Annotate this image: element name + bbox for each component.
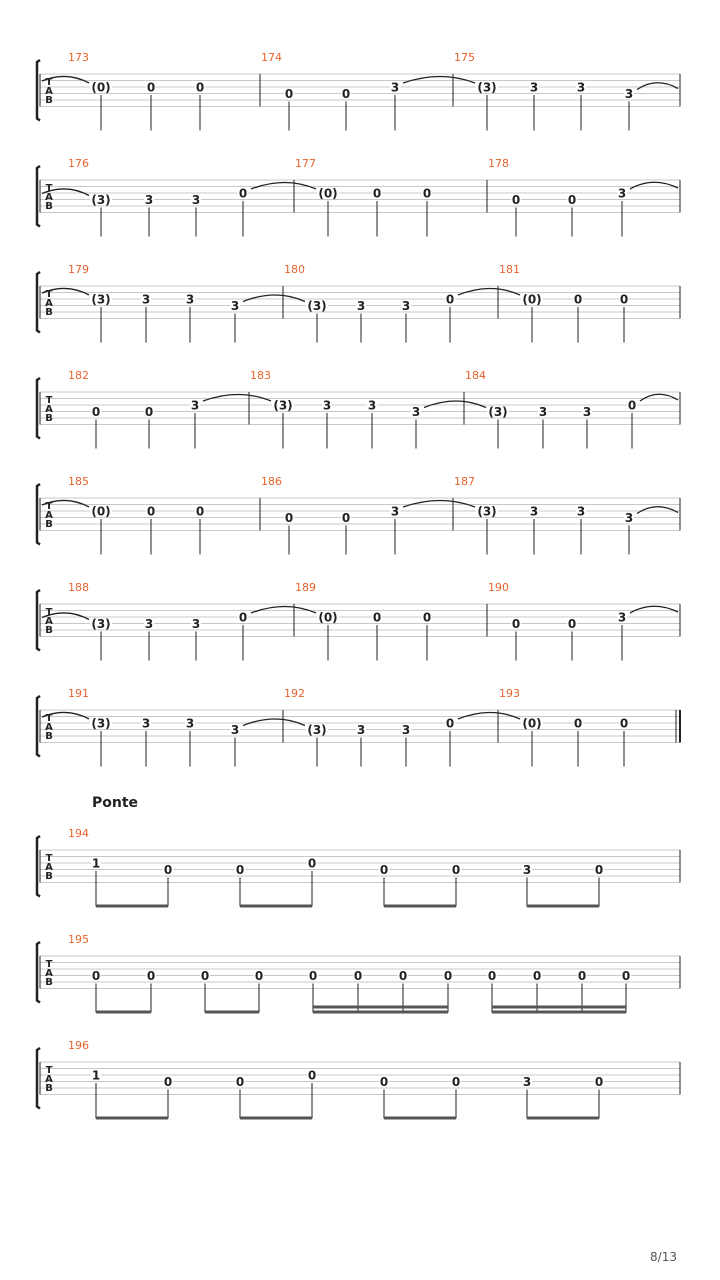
- fret-number: 0: [163, 1075, 173, 1089]
- tab-clef-letter: B: [45, 519, 53, 530]
- fret-number: 0: [308, 969, 318, 983]
- beam: [96, 1011, 151, 1014]
- fret-number: 3: [356, 299, 366, 313]
- fret-number: 0: [619, 716, 629, 731]
- beam: [205, 1011, 259, 1014]
- fret-number: 0: [146, 504, 156, 519]
- fret-number: 0: [573, 292, 583, 307]
- beam: [384, 905, 456, 908]
- fret-number: 3: [617, 186, 627, 201]
- tab-clef-letter: T: [45, 713, 53, 724]
- fret-number: 0: [284, 511, 294, 525]
- fret-number: 0: [91, 969, 101, 983]
- tab-clef-letter: B: [45, 1083, 53, 1094]
- fret-number: 0: [443, 969, 453, 983]
- tab-clef-letter: T: [45, 395, 53, 406]
- fret-number: 0: [594, 863, 604, 877]
- measure-number: 192: [284, 687, 305, 700]
- fret-number: (3): [307, 299, 327, 313]
- beam: [527, 905, 599, 908]
- fret-number: 3: [367, 398, 377, 413]
- tab-clef-letter: A: [45, 1074, 53, 1085]
- fret-number: (3): [273, 398, 293, 413]
- fret-number: 0: [567, 193, 577, 207]
- fret-number: 3: [624, 511, 634, 525]
- fret-number: 3: [617, 610, 627, 625]
- tie-arc: [203, 395, 271, 402]
- fret-number: 0: [398, 969, 408, 983]
- fret-number: 0: [573, 716, 583, 731]
- fret-number: 0: [567, 617, 577, 631]
- fret-number: 0: [353, 969, 363, 983]
- fret-number: 0: [307, 1068, 317, 1083]
- fret-number: 3: [401, 299, 411, 313]
- tab-clef-letter: A: [45, 722, 53, 733]
- tab-clef-letter: T: [45, 289, 53, 300]
- tab-clef-letter: A: [45, 968, 53, 979]
- tab-clef-letter: T: [45, 183, 53, 194]
- fret-number: (3): [91, 617, 111, 631]
- measure-number: 180: [284, 263, 305, 276]
- fret-number: 0: [487, 969, 497, 983]
- tie-arc: [243, 295, 305, 302]
- tie-arc: [458, 713, 520, 720]
- measure-number: 181: [499, 263, 520, 276]
- fret-number: (0): [318, 610, 338, 625]
- fret-number: 3: [582, 405, 592, 419]
- fret-number: 0: [341, 511, 351, 525]
- fret-number: 0: [422, 610, 432, 625]
- fret-number: 0: [445, 292, 455, 307]
- fret-number: 0: [195, 504, 205, 519]
- tie-arc: [640, 394, 678, 401]
- tab-clef-letter: B: [45, 307, 53, 318]
- measure-number: 176: [68, 157, 89, 170]
- fret-number: 0: [284, 87, 294, 101]
- tab-clef-letter: T: [45, 959, 53, 970]
- tie-arc: [637, 507, 678, 514]
- measure-number: 183: [250, 369, 271, 382]
- tab-clef-letter: T: [45, 1065, 53, 1076]
- tie-arc: [458, 289, 520, 296]
- fret-number: (3): [91, 716, 111, 731]
- fret-number: 3: [144, 193, 154, 207]
- fret-number: 3: [538, 405, 548, 419]
- measure-number: 188: [68, 581, 89, 594]
- fret-number: 3: [401, 723, 411, 737]
- tie-arc: [637, 83, 678, 90]
- fret-number: 0: [144, 405, 154, 419]
- fret-number: 0: [451, 1075, 461, 1089]
- fret-number: 0: [341, 87, 351, 101]
- tab-clef-letter: T: [45, 853, 53, 864]
- fret-number: 0: [594, 1075, 604, 1089]
- measure-number: 193: [499, 687, 520, 700]
- fret-number: 3: [185, 292, 195, 307]
- tie-arc: [424, 401, 486, 408]
- tie-arc: [630, 606, 678, 613]
- beam: [96, 905, 168, 908]
- fret-number: 0: [532, 969, 542, 983]
- measure-number: 182: [68, 369, 89, 382]
- fret-number: 3: [230, 723, 240, 737]
- tab-clef-letter: B: [45, 201, 53, 212]
- measure-number: 179: [68, 263, 89, 276]
- tab-clef-letter: A: [45, 298, 53, 309]
- fret-number: 0: [235, 1075, 245, 1089]
- fret-number: 3: [390, 80, 400, 95]
- fret-number: 3: [190, 398, 200, 413]
- measure-number: 189: [295, 581, 316, 594]
- tab-clef-letter: A: [45, 86, 53, 97]
- fret-number: 0: [619, 292, 629, 307]
- page-number: 8/13: [650, 1250, 677, 1264]
- fret-number: (3): [477, 80, 497, 95]
- fret-number: 0: [422, 186, 432, 201]
- measure-number: 178: [488, 157, 509, 170]
- fret-number: 1: [91, 1068, 101, 1083]
- fret-number: 0: [445, 716, 455, 731]
- measure-number: 174: [261, 51, 282, 64]
- tie-arc: [243, 719, 305, 726]
- tie-arc: [403, 77, 475, 84]
- tab-clef-letter: B: [45, 625, 53, 636]
- fret-number: (3): [91, 292, 111, 307]
- tab-clef-letter: B: [45, 977, 53, 988]
- tie-arc: [403, 501, 475, 508]
- measure-number: 173: [68, 51, 89, 64]
- tab-clef-letter: A: [45, 510, 53, 521]
- fret-number: 3: [390, 504, 400, 519]
- fret-number: 0: [511, 193, 521, 207]
- fret-number: 0: [200, 969, 210, 983]
- fret-number: 0: [235, 863, 245, 877]
- fret-number: 0: [372, 186, 382, 201]
- fret-number: 3: [141, 292, 151, 307]
- fret-number: 0: [379, 863, 389, 877]
- beam: [492, 1006, 626, 1009]
- fret-number: (0): [318, 186, 338, 201]
- tab-clef-letter: T: [45, 607, 53, 618]
- beam: [240, 1117, 312, 1120]
- measure-number: 195: [68, 933, 89, 946]
- fret-number: 0: [238, 610, 248, 625]
- measure-number: 191: [68, 687, 89, 700]
- beam: [313, 1006, 448, 1009]
- beam: [313, 1011, 448, 1014]
- fret-number: 0: [627, 398, 637, 413]
- fret-number: 1: [91, 856, 101, 871]
- beam: [527, 1117, 599, 1120]
- fret-number: (0): [522, 292, 542, 307]
- fret-number: 3: [624, 87, 634, 101]
- fret-number: 3: [411, 405, 421, 419]
- beam: [96, 1117, 168, 1120]
- beam: [240, 905, 312, 908]
- fret-number: 3: [191, 617, 201, 631]
- fret-number: 3: [230, 299, 240, 313]
- tab-clef-letter: B: [45, 871, 53, 882]
- fret-number: 0: [146, 969, 156, 983]
- tab-clef-letter: B: [45, 95, 53, 106]
- fret-number: 0: [195, 80, 205, 95]
- fret-number: (3): [477, 504, 497, 519]
- measure-number: 194: [68, 827, 89, 840]
- fret-number: 0: [379, 1075, 389, 1089]
- measure-number: 185: [68, 475, 89, 488]
- measure-number: 190: [488, 581, 509, 594]
- tie-arc: [251, 607, 316, 614]
- tab-clef-letter: A: [45, 616, 53, 627]
- fret-number: (3): [91, 193, 111, 207]
- fret-number: (3): [488, 405, 508, 419]
- beam: [384, 1117, 456, 1120]
- fret-number: 3: [322, 398, 332, 413]
- fret-number: 3: [576, 504, 586, 519]
- measure-number: 196: [68, 1039, 89, 1052]
- fret-number: 0: [372, 610, 382, 625]
- fret-number: 3: [529, 80, 539, 95]
- tab-clef-letter: A: [45, 404, 53, 415]
- fret-number: 0: [577, 969, 587, 983]
- tie-arc: [251, 183, 316, 190]
- fret-number: (0): [91, 504, 111, 519]
- tab-clef-letter: B: [45, 413, 53, 424]
- fret-number: 0: [511, 617, 521, 631]
- measure-number: 177: [295, 157, 316, 170]
- fret-number: 3: [141, 716, 151, 731]
- fret-number: 3: [191, 193, 201, 207]
- tab-clef-letter: B: [45, 731, 53, 742]
- fret-number: 0: [254, 969, 264, 983]
- tab-clef-letter: A: [45, 862, 53, 873]
- fret-number: 0: [146, 80, 156, 95]
- tie-arc: [630, 182, 678, 189]
- fret-number: 3: [522, 863, 532, 877]
- measure-number: 175: [454, 51, 475, 64]
- section-label: Ponte: [92, 795, 139, 811]
- tab-clef-letter: T: [45, 501, 53, 512]
- fret-number: 3: [522, 1075, 532, 1089]
- fret-number: 0: [91, 405, 101, 419]
- fret-number: 3: [144, 617, 154, 631]
- beam: [492, 1011, 626, 1014]
- fret-number: 3: [356, 723, 366, 737]
- tab-clef-letter: A: [45, 192, 53, 203]
- measure-number: 184: [465, 369, 486, 382]
- fret-number: 3: [529, 504, 539, 519]
- measure-number: 187: [454, 475, 475, 488]
- fret-number: 3: [576, 80, 586, 95]
- measure-number: 186: [261, 475, 282, 488]
- fret-number: 0: [163, 863, 173, 877]
- fret-number: 0: [307, 856, 317, 871]
- fret-number: 3: [185, 716, 195, 731]
- fret-number: 0: [621, 969, 631, 983]
- fret-number: (3): [307, 723, 327, 737]
- fret-number: 0: [238, 186, 248, 201]
- fret-number: (0): [522, 716, 542, 731]
- tab-clef-letter: T: [45, 77, 53, 88]
- fret-number: (0): [91, 80, 111, 95]
- fret-number: 0: [451, 863, 461, 877]
